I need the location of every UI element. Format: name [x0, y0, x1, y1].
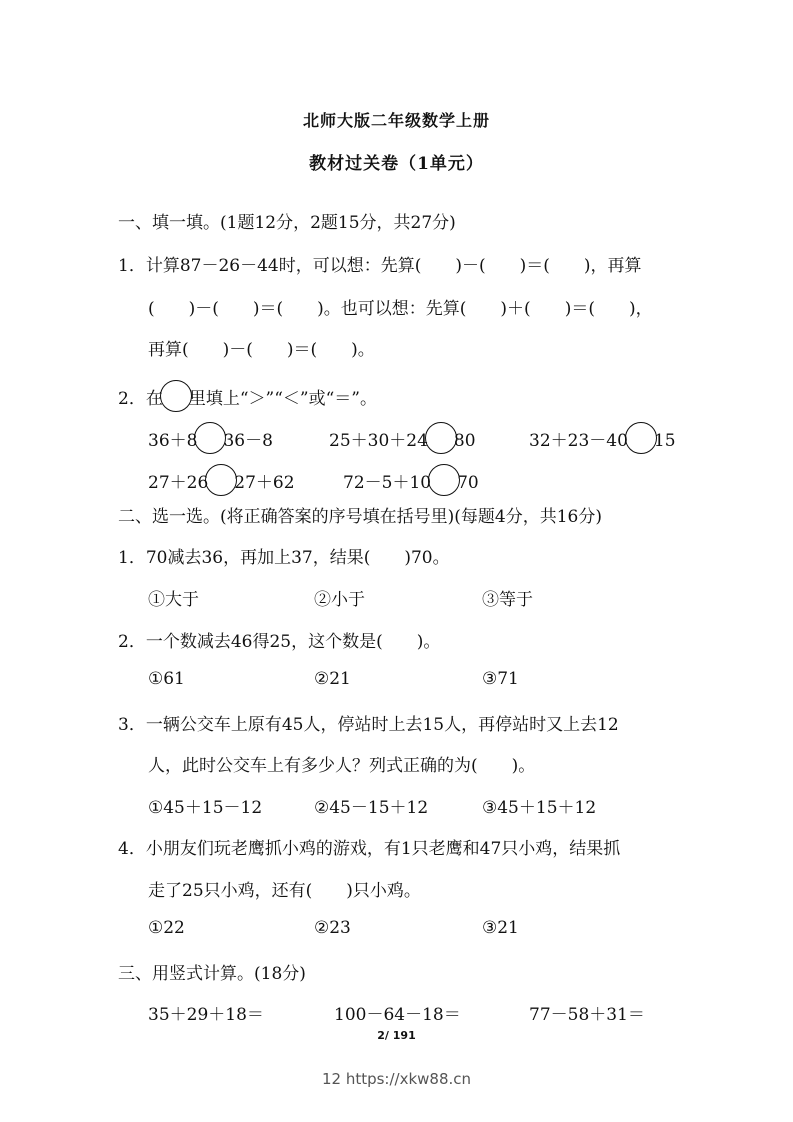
compare-item — [148, 464, 295, 496]
answer-circle[interactable] — [194, 422, 226, 454]
compare-left: 32＋23－40 — [529, 431, 628, 451]
section3-heading: 三、用竖式计算。(18分) — [118, 964, 306, 984]
option-3[interactable]: ③45＋15＋12 — [482, 798, 597, 818]
option-2[interactable]: ②小于 — [314, 590, 365, 610]
option-3[interactable]: ③等于 — [482, 590, 533, 610]
page-title: 北师大版二年级数学上册 — [302, 111, 490, 130]
s2-q4-line1: 4．小朋友们玩老鹰抓小鸡的游戏，有1只老鹰和47只小鸡，结果抓 — [118, 839, 621, 859]
compare-item — [148, 422, 273, 454]
compare-circle-icon — [160, 380, 192, 412]
s2-q3-line2: 人，此时公交车上有多少人？列式正确的为( )。 — [148, 756, 536, 776]
answer-circle[interactable] — [205, 464, 237, 496]
option-1[interactable]: ①61 — [148, 669, 185, 689]
watermark-link[interactable]: 12 https://xkw88.cn — [321, 1070, 472, 1088]
option-3[interactable]: ③21 — [482, 918, 519, 938]
s2-q3-line1: 3．一辆公交车上原有45人，停站时上去15人，再停站时又上去12 — [118, 715, 619, 735]
option-2[interactable]: ②45－15＋12 — [314, 798, 429, 818]
q1-line1: 1．计算87－26－44时，可以想：先算( )－( )＝( )，再算 — [118, 256, 642, 276]
calc-item: 100－64－18＝ — [334, 1005, 461, 1025]
option-1[interactable]: ①22 — [148, 918, 185, 938]
option-1[interactable]: ①45＋15－12 — [148, 798, 263, 818]
s2-q2-line1: 2．一个数减去46得25，这个数是( )。 — [118, 632, 441, 652]
answer-circle[interactable] — [428, 464, 460, 496]
compare-right: 70 — [457, 473, 479, 493]
s2-q4-line2: 走了25只小鸡，还有( )只小鸡。 — [148, 881, 421, 901]
compare-left: 25＋30＋24 — [329, 431, 428, 451]
answer-circle[interactable] — [625, 422, 657, 454]
compare-left: 72－5＋10 — [343, 473, 432, 493]
section2-heading: 二、选一选。(将正确答案的序号填在括号里)(每题4分，共16分) — [118, 507, 602, 527]
option-2[interactable]: ②21 — [314, 669, 351, 689]
compare-item — [329, 422, 476, 454]
q1-line2: ( )－( )＝( )。也可以想：先算( )＋( )＝( )， — [148, 299, 653, 319]
option-1[interactable]: ①大于 — [148, 590, 199, 610]
q2-intro — [118, 380, 377, 412]
q1-line3: 再算( )－( )＝( )。 — [148, 340, 375, 360]
s2-q1-line1: 1．70减去36，再加上37，结果( )70。 — [118, 548, 450, 568]
calc-item: 77－58＋31＝ — [529, 1005, 645, 1025]
option-2[interactable]: ②23 — [314, 918, 351, 938]
answer-circle[interactable] — [425, 422, 457, 454]
calc-item: 35＋29＋18＝ — [148, 1005, 264, 1025]
compare-item — [529, 422, 676, 454]
compare-right: 27＋62 — [234, 473, 295, 493]
page-number: 2/ 191 — [377, 1029, 416, 1042]
option-3[interactable]: ③71 — [482, 669, 519, 689]
q2-intro-after: 里填上“＞”“＜”或“＝”。 — [188, 389, 377, 409]
compare-left: 27＋26 — [148, 473, 209, 493]
compare-left: 36＋8 — [148, 431, 198, 451]
compare-right: 80 — [453, 431, 476, 451]
compare-item — [343, 464, 479, 496]
q2-intro-before: 2．在 — [118, 389, 163, 409]
section1-heading: 一、填一填。(1题12分，2题15分，共27分) — [118, 213, 456, 233]
compare-right: 15 — [653, 431, 676, 451]
page-subtitle: 教材过关卷（1单元） — [309, 154, 484, 174]
compare-right: 36－8 — [223, 431, 273, 451]
